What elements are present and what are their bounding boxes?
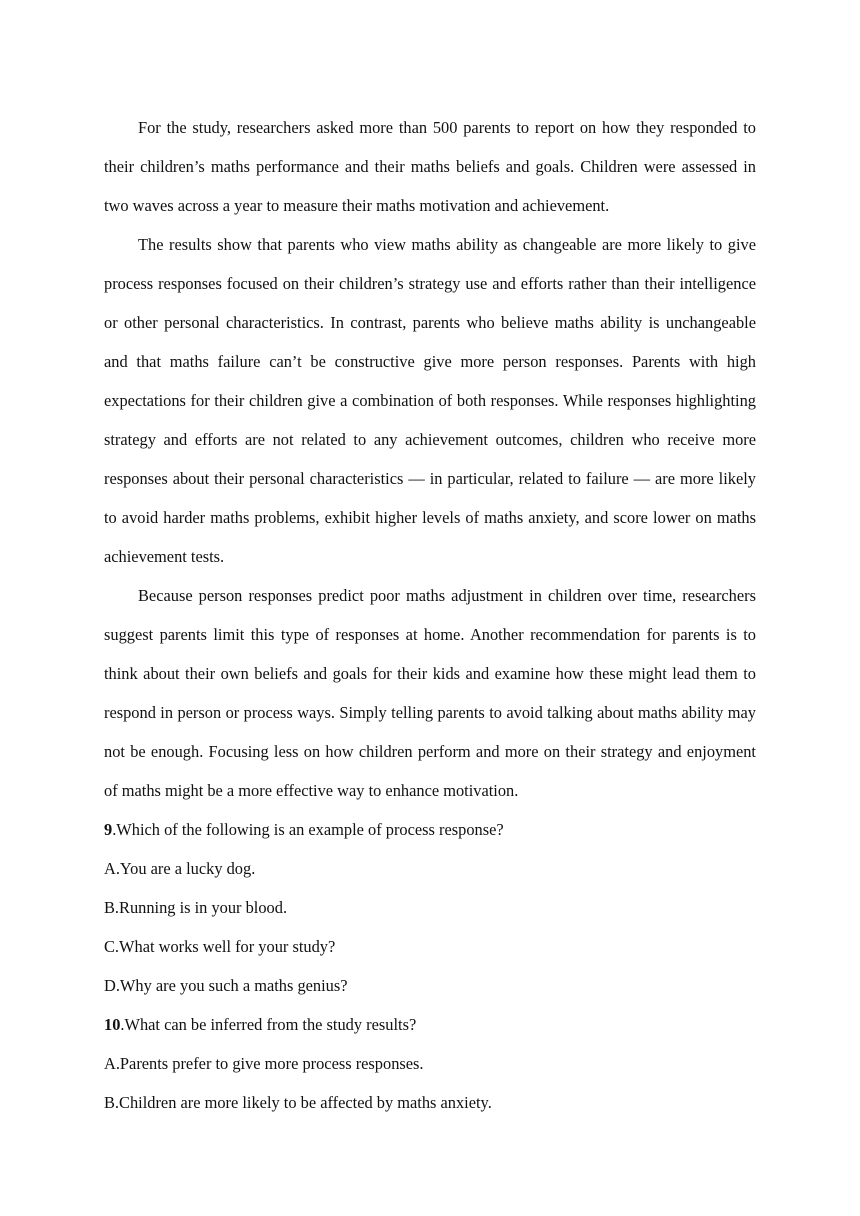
passage-paragraph-2: The results show that parents who view maths ability as changeable are more likely to give process responses focused on their children’s strategy use and efforts rather than their intelligence or other personal characteristics. In contrast, parents who believe maths ability is unchangeable and that maths failure can’t be constructive give more person responses. Parents with high expectations for their children give a combination of both responses. While responses highlighting strategy and efforts are not related to any achievement outcomes, children who receive more responses about their personal characteristics — in particular, related to failure — are more likely to avoid harder maths problems, exhibit higher levels of maths anxiety, and score lower on maths achievement tests. (104, 235, 756, 566)
passage-paragraph-1: For the study, researchers asked more than 500 parents to report on how they responded to their children’s maths performance and their maths beliefs and goals. Children were assessed in two waves across a year to measure their maths motivation and achievement. (104, 118, 756, 215)
question-number: 10 (104, 1015, 121, 1034)
passage-paragraph-3: Because person responses predict poor maths adjustment in children over time, researchers suggest parents limit this type of responses at home. Another recommendation for parents is to think about their own beliefs and goals for their kids and examine how these might lead them to respond in person or process ways. Simply telling parents to avoid talking about maths ability may not be enough. Focusing less on how children perform and more on their strategy and enjoyment of maths might be a more effective way to enhance motivation. (104, 586, 756, 800)
document-body (104, 108, 756, 1122)
option-b: B.Running is in your blood. (104, 898, 288, 917)
option-b: B.Children are more likely to be affected by maths anxiety. (104, 1093, 492, 1112)
question-stem (104, 1005, 756, 1044)
question-10 (104, 1005, 756, 1122)
question-number: 9 (104, 820, 113, 839)
question-text: .What can be inferred from the study results? (120, 1015, 417, 1034)
question-9 (104, 810, 756, 1005)
option-d: D.Why are you such a maths genius? (104, 976, 348, 995)
question-text: .Which of the following is an example of process response? (112, 820, 504, 839)
option-a: A.Parents prefer to give more process responses. (104, 1054, 424, 1073)
option-c: C.What works well for your study? (104, 937, 336, 956)
question-stem (104, 810, 756, 849)
option-a: A.You are a lucky dog. (104, 859, 256, 878)
